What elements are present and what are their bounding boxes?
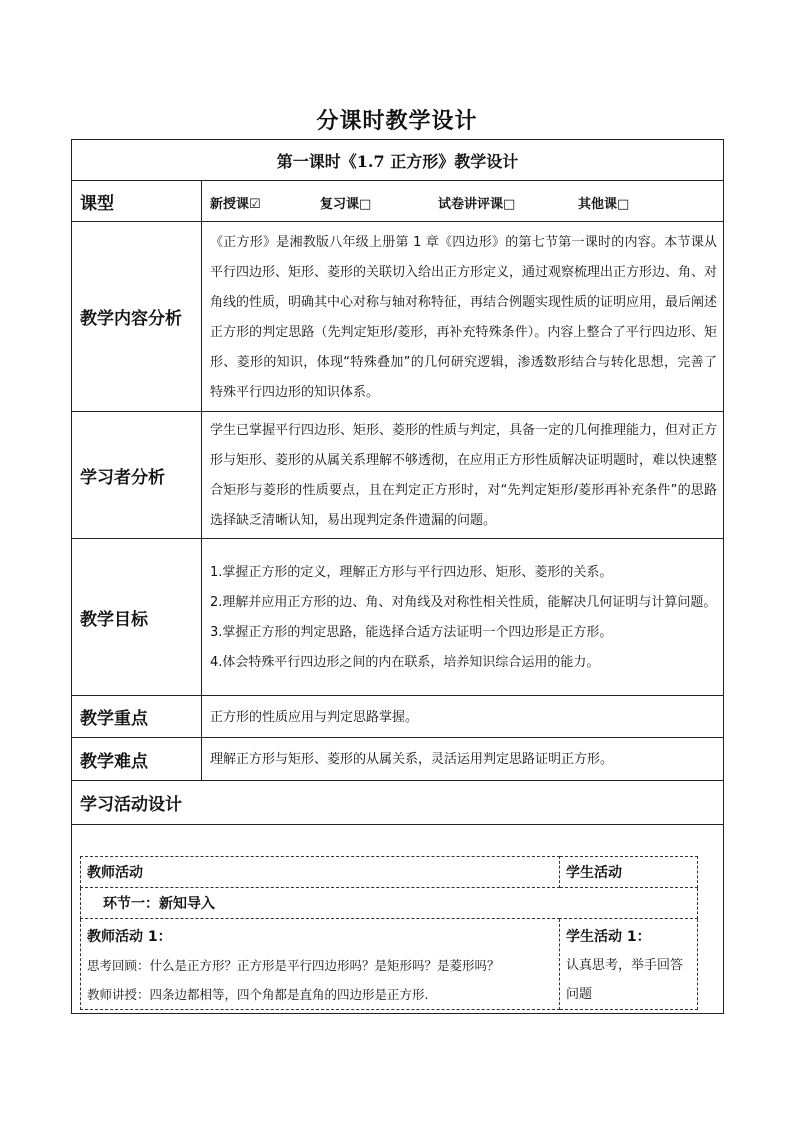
activity-design-title: 学习活动设计: [72, 781, 724, 825]
lesson-design-table: [71, 139, 724, 1014]
content-analysis-label: 教学内容分析: [72, 222, 202, 412]
student-activity-1-line: 问题: [566, 987, 593, 1002]
teacher-activity-1-line: 思考回顾：什么是正方形？正方形是平行四边形吗？是矩形吗？是菱形吗？: [87, 958, 500, 973]
learner-analysis-text: 学生已掌握平行四边形、矩形、菱形的性质与判定，具备一定的几何推理能力，但对正方形与矩形、菱形的从属关系理解不够透彻，在应用正方形性质解决证明题时，难以快速整合矩形与菱形的性质要点，且在判定正方形时，对“先判定矩形/菱形再补充条件”的思路选择缺乏清晰认知，易出现判定条件遗漏的问题。: [202, 412, 724, 539]
learner-analysis-label: 学习者分析: [72, 412, 202, 539]
student-activity-header: 学生活动: [560, 857, 698, 888]
teacher-activity-1: [81, 919, 560, 1010]
teacher-activity-1-line: 教师讲授：四条边都相等，四个角都是直角的四边形是正方形.: [87, 987, 429, 1002]
teacher-activity-header: 教师活动: [81, 857, 560, 888]
teacher-activity-1-label: 教师活动 1：: [87, 929, 172, 945]
student-activity-1-line: 认真思考，举手回答: [566, 958, 684, 973]
key-points-label: 教学重点: [72, 696, 202, 738]
objectives-label: 教学目标: [72, 539, 202, 696]
activity-table: [80, 856, 698, 1010]
objective-item: 1.掌握正方形的定义，理解正方形与平行四边形、矩形、菱形的关系。: [210, 565, 613, 580]
option-test-review-lesson[interactable]: 试卷讲评课□: [438, 197, 516, 212]
course-type-label: 课型: [72, 181, 202, 222]
activity-design-area: [72, 825, 724, 1014]
objective-item: 2.理解并应用正方形的边、角、对角线及对称性相关性质，能解决几何证明与计算问题。: [210, 595, 717, 610]
objective-item: 3.掌握正方形的判定思路，能选择合适方法证明一个四边形是正方形。: [210, 625, 613, 640]
student-activity-1: [560, 919, 698, 1010]
lesson-header: 第一课时《1.7 正方形》教学设计: [72, 140, 724, 181]
page-title: 分课时教学设计: [316, 108, 478, 134]
option-other-lesson[interactable]: 其他课□: [578, 197, 630, 212]
option-new-lesson[interactable]: 新授课☑: [210, 197, 261, 212]
objectives-list: [202, 539, 724, 696]
option-review-lesson[interactable]: 复习课□: [320, 197, 372, 212]
course-type-options: [202, 181, 724, 222]
difficulties-text: 理解正方形与矩形、菱形的从属关系，灵活运用判定思路证明正方形。: [202, 738, 724, 781]
content-analysis-text: 《正方形》是湘教版八年级上册第 1 章《四边形》的第七节第一课时的内容。本节课从平行四边形、矩形、菱形的关联切入给出正方形定义，通过观察梳理出正方形边、角、对角线的性质，明确其中心对称与轴对称特征，再结合例题实现性质的证明应用，最后阐述正方形的判定思路（先判定矩形/菱形，再补充特殊条件）。内容上整合了平行四边形、矩形、菱形的知识，体现“特殊叠加”的几何研究逻辑，渗透数形结合与转化思想，完善了特殊平行四边形的知识体系。: [202, 222, 724, 412]
difficulties-label: 教学难点: [72, 738, 202, 781]
key-points-text: 正方形的性质应用与判定思路掌握。: [202, 696, 724, 738]
step-one-heading: 环节一：新知导入: [81, 888, 698, 919]
student-activity-1-label: 学生活动 1：: [566, 929, 651, 945]
objective-item: 4.体会特殊平行四边形之间的内在联系，培养知识综合运用的能力。: [210, 655, 600, 670]
